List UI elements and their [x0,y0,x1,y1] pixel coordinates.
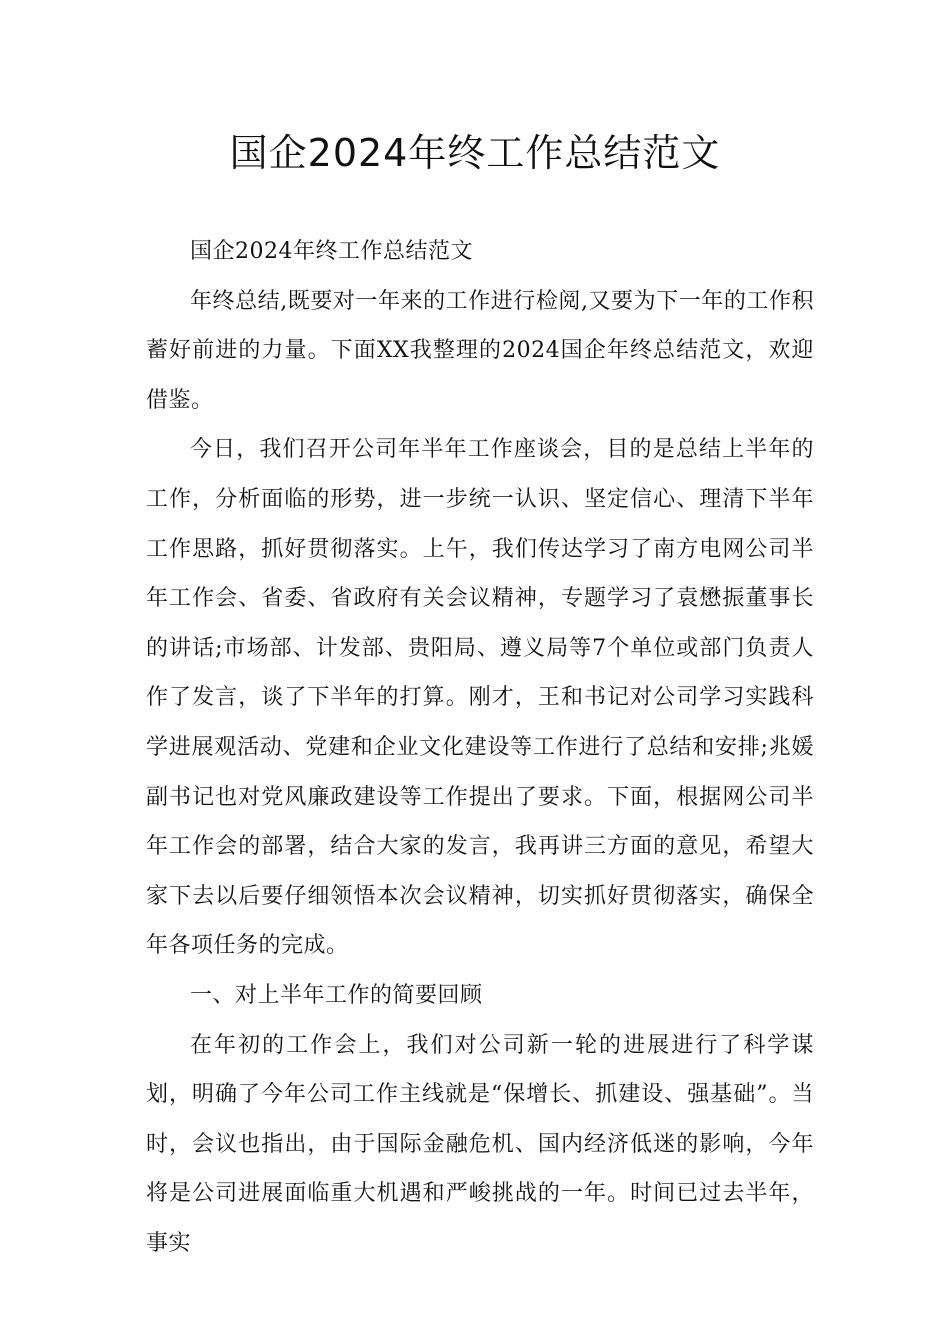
document-title: 国企2024年终工作总结范文 [229,131,721,175]
document-body [146,227,814,1268]
section-heading-review: 一、对上半年工作的简要回顾 [190,982,483,1008]
paragraph-intro: 年终总结,既要对一年来的工作进行检阅,又要为下一年的工作积蓄好前进的力量。下面XX我整理的2024国企年终总结范文，欢迎借鉴。 [146,288,814,413]
paragraph-review: 在年初的工作会上，我们对公司新一轮的进展进行了科学谋划，明确了今年公司工作主线就是“保增长、抓建设、强基础”。当时，会议也指出，由于国际金融危机、国内经济低迷的影响，今年将是公司进展面临重大机遇和严峻挑战的一年。时间已过去半年，事实 [146,1032,814,1256]
paragraph-subtitle: 国企2024年终工作总结范文 [190,239,473,264]
paragraph-meeting: 今日，我们召开公司年半年工作座谈会，目的是总结上半年的工作，分析面临的形势，进一步统一认识、坚定信心、理清下半年工作思路，抓好贯彻落实。上午，我们传达学习了南方电网公司半年工作会、省委、省政府有关会议精神，专题学习了袁懋振董事长的讲话;市场部、计发部、贵阳局、遵义局等7个单位或部门负责人作了发言，谈了下半年的打算。刚才，王和书记对公司学习实践科学进展观活动、党建和企业文化建设等工作进行了总结和安排;兆媛副书记也对党风廉政建设等工作提出了要求。下面，根据网公司半年工作会的部署，结合大家的发言，我再讲三方面的意见，希望大家下去以后要仔细领悟本次会议精神，切实抓好贯彻落实，确保全年各项任务的完成。 [146,437,814,959]
